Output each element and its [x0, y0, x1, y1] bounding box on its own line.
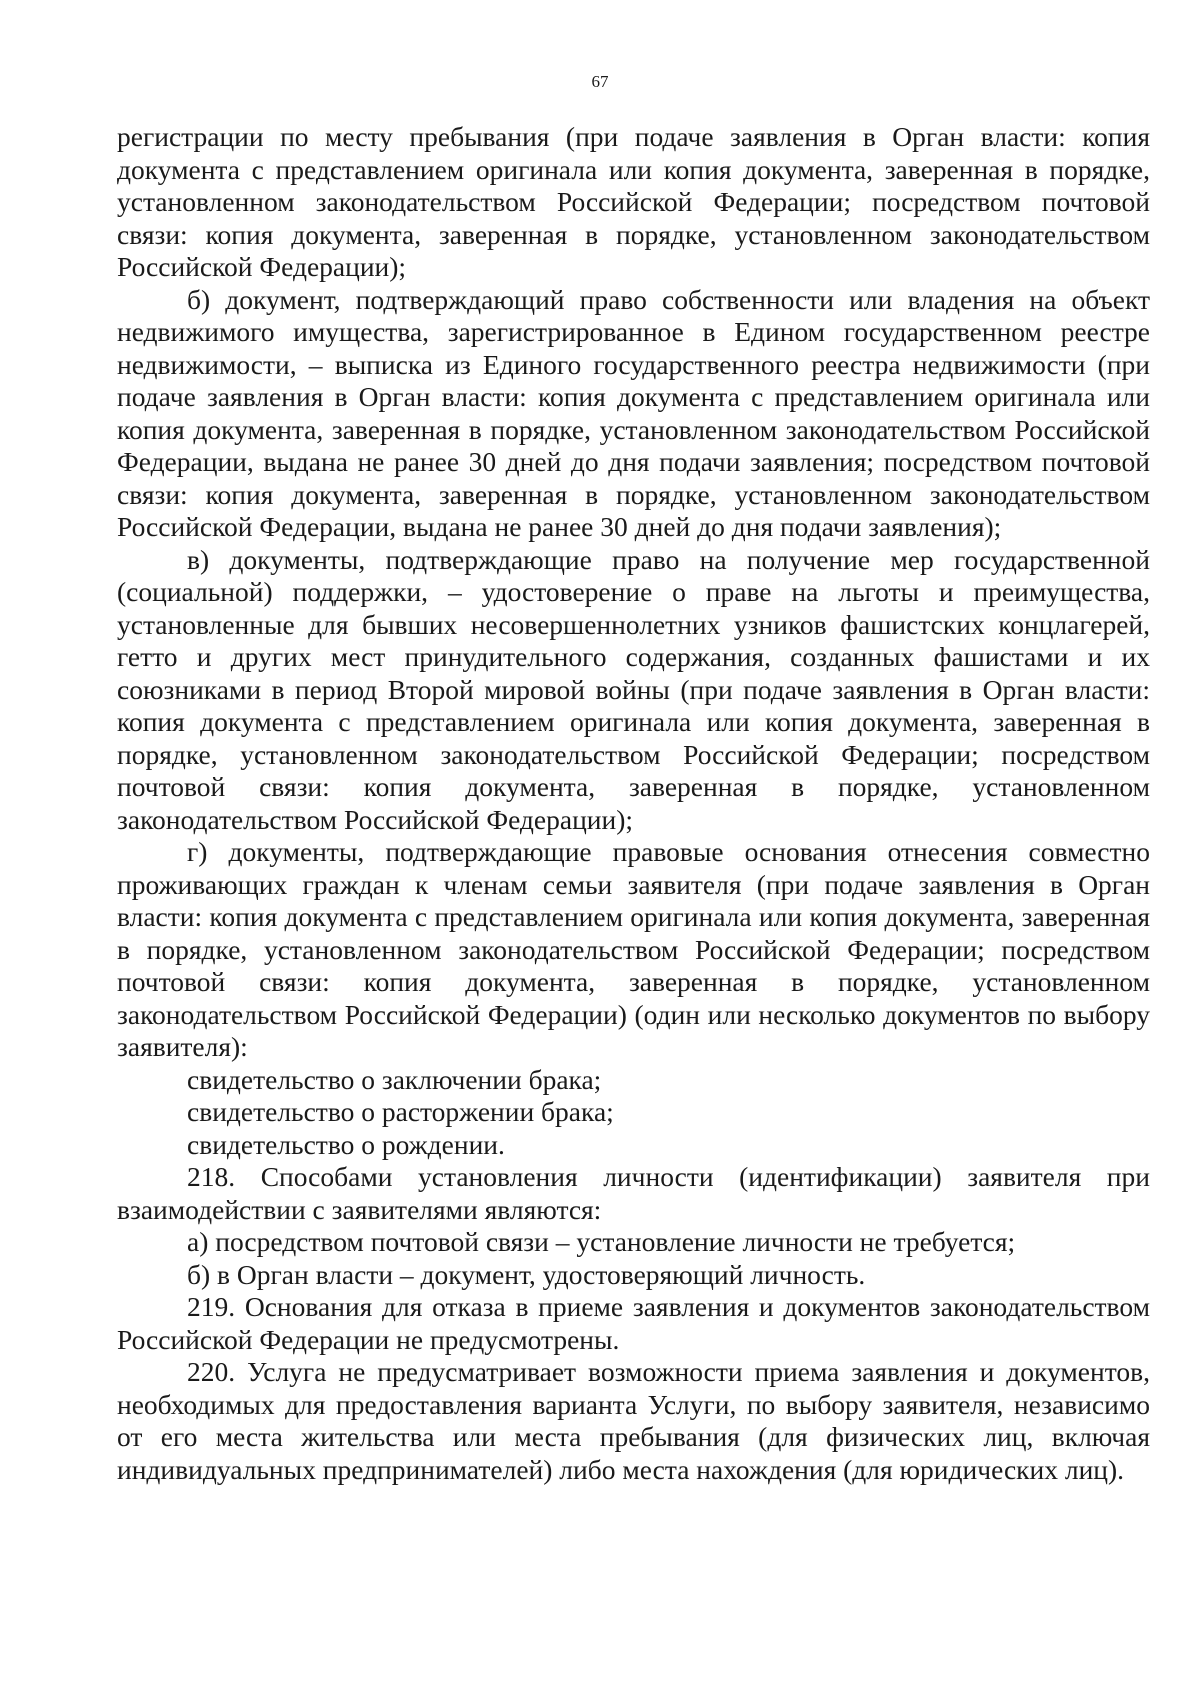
- paragraph-item-b-property-document: б) документ, подтверждающий право собственности или владения на объект недвижимого имущества, зарегистрированное в Едином государственном реестре недвижимости, – выписка из Единого государственного реестра недвижимости (при подаче заявления в Орган власти: копия документа с представлением оригинала или копия документа, заверенная в порядке, установленном законодательством Российской Федерации, выдана не ранее 30 дней до дня подачи заявления; посредством почтовой связи: копия документа, заверенная в порядке, установленном законодательством Российской Федерации, выдана не ранее 30 дней до дня подачи заявления);: [117, 283, 1150, 542]
- paragraph-220-extraterritorial: 220. Услуга не предусматривает возможности приема заявления и документов, необходимых для предоставления варианта Услуги, по выбору заявителя, независимо от его места жительства или места пребывания (для физических лиц, включая индивидуальных предпринимателей) либо места нахождения (для юридических лиц).: [117, 1356, 1150, 1485]
- paragraph-218-item-a: а) посредством почтовой связи – установление личности не требуется;: [187, 1226, 1016, 1257]
- paragraph-registration-continuation: регистрации по месту пребывания (при подаче заявления в Орган власти: копия документа с представлением оригинала или копия документа, заверенная в порядке, установленном законодательством Российской Федерации; посредством почтовой связи: копия документа, заверенная в порядке, установленном законодательством Российской Федерации);: [117, 121, 1150, 282]
- page-number: 67: [591, 72, 609, 91]
- list-item-marriage-certificate: свидетельство о заключении брака;: [187, 1063, 602, 1095]
- paragraph-item-g-family-documents: г) документы, подтверждающие правовые основания отнесения совместно проживающих граждан к членам семьи заявителя (при подаче заявления в Орган власти: копия документа с представлением оригинала или копия документа, заверенная в порядке, установленном законодательством Российской Федерации; посредством почтовой связи: копия документа, заверенная в порядке, установленном законодательством Российской Федерации) (один или несколько документов по выбору заявителя):: [117, 836, 1150, 1062]
- paragraph-218-item-b: б) в Орган власти – документ, удостоверяющий личность.: [187, 1258, 866, 1290]
- document-body: [117, 121, 1150, 1486]
- paragraph-219-refusal-grounds: 219. Основания для отказа в приеме заявления и документов законодательством Российской Федерации не предусмотрены.: [117, 1291, 1150, 1355]
- paragraph-218-identification: 218. Способами установления личности (идентификации) заявителя при взаимодействии с заявителями являются:: [117, 1161, 1150, 1225]
- list-item-divorce-certificate: свидетельство о расторжении брака;: [187, 1096, 614, 1127]
- list-item-birth-certificate: свидетельство о рождении.: [187, 1128, 505, 1160]
- paragraph-item-v-support-documents: в) документы, подтверждающие право на получение мер государственной (социальной) поддержки, – удостоверение о праве на льготы и преимущества, установленные для бывших несовершеннолетних узников фашистских концлагерей, гетто и других мест принудительного содержания, созданных фашистами и их союзниками в период Второй мировой войны (при подаче заявления в Орган власти: копия документа с представлением оригинала или копия документа, заверенная в порядке, установленном законодательством Российской Федерации; посредством почтовой связи: копия документа, заверенная в порядке, установленном законодательством Российской Федерации);: [117, 543, 1150, 835]
